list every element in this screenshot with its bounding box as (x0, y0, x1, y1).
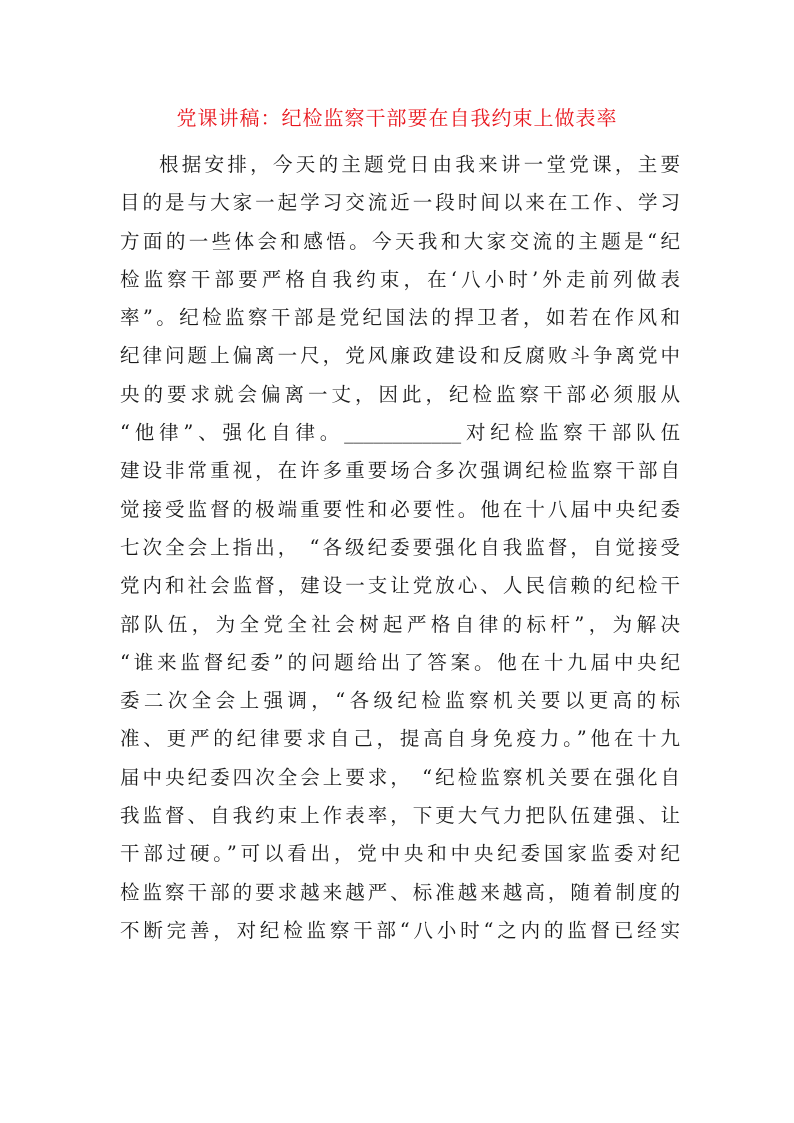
body-line: 央的要求就会偏离一丈，因此，纪检监察干部必须服从 (120, 382, 680, 406)
body-line: 准、更严的纪律要求自己，提高自身免疫力。”他在十九 (120, 727, 680, 751)
body-line: 不断完善，对纪检监察干部“八小时“之内的监督已经实 (120, 918, 680, 942)
body-line: 届中央纪委四次全会上要求， “纪检监察机关要在强化自 (120, 765, 680, 789)
body-line: “他律”、强化自律。____________对纪检监察干部队伍 (120, 421, 680, 445)
body-line: 根据安排，今天的主题党日由我来讲一堂党课，主要 (159, 153, 680, 176)
body-line: 方面的一些体会和感悟。今天我和大家交流的主题是“纪 (120, 229, 680, 253)
document-title: 党课讲稿：纪检监察干部要在自我约束上做表率 (176, 106, 618, 130)
body-line: 干部过硬。”可以看出，党中央和中央纪委国家监委对纪 (120, 842, 680, 866)
body-line: 七次全会上指出， “各级纪委要强化自我监督，自觉接受 (120, 535, 680, 559)
body-line: 委二次全会上强调，“各级纪检监察机关要以更高的标 (120, 689, 680, 713)
body-line: 检监察干部的要求越来越严、标准越来越高，随着制度的 (120, 880, 680, 904)
document-body (120, 146, 680, 950)
body-line: 率”。纪检监察干部是党纪国法的捍卫者，如若在作风和 (120, 306, 680, 330)
body-line: 建设非常重视，在许多重要场合多次强调纪检监察干部自 (120, 459, 680, 483)
body-line: 检监察干部要严格自我约束，在‘八小时’外走前列做表 (120, 267, 680, 291)
body-line: 纪律问题上偏离一尺，党风廉政建设和反腐败斗争离党中 (120, 344, 680, 368)
body-line: “谁来监督纪委”的问题给出了答案。他在十九届中央纪 (120, 650, 680, 674)
body-line: 部队伍，为全党全社会树起严格自律的标杆”，为解决 (120, 612, 680, 636)
body-line: 我监督、自我约束上作表率，下更大气力把队伍建强、让 (120, 804, 680, 828)
body-line: 目的是与大家一起学习交流近一段时间以来在工作、学习 (120, 191, 680, 215)
body-line: 觉接受监督的极端重要性和必要性。他在十八届中央纪委 (120, 497, 680, 521)
body-line: 党内和社会监督，建设一支让党放心、人民信赖的纪检干 (120, 574, 680, 598)
